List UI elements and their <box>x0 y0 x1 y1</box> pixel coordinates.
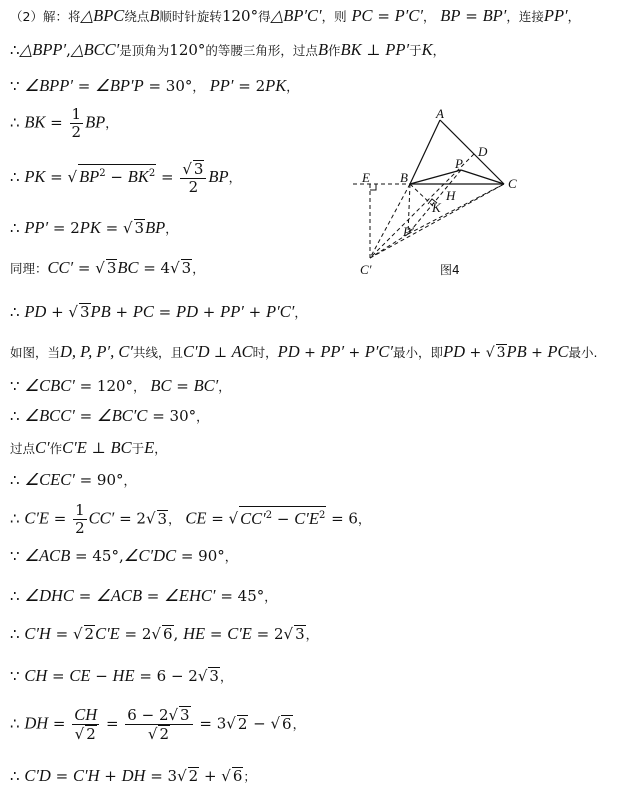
label-c: C <box>508 176 517 191</box>
solution-line-9: 如图，当D, P, P′, C′共线，且C′D ⊥ AC时，PD + PP′ + P′C′最小，即PD + √ 3PB + PC最小. <box>10 342 598 361</box>
label-k: K <box>432 200 441 215</box>
solution-line-10: ∵ ∠CBC′ = 120°， BC = BC′， <box>10 376 231 395</box>
solution-line-7: 同理：CC′ = √ 3BC = 4√ 3， <box>10 258 205 277</box>
label-p: P <box>455 156 463 171</box>
figure-caption: 图4 <box>440 263 460 277</box>
segment-p-prime-c <box>408 184 504 234</box>
label-c-prime: C′ <box>360 262 372 277</box>
solution-line-16: ∴ ∠DHC = ∠ACB = ∠EHC′ = 45°， <box>10 586 277 605</box>
solution-line-8: ∴ PD + √ 3PB + PC = PD + PP′ + P′C′， <box>10 302 307 321</box>
solution-line-12: 过点C′作C′E ⊥ BC于E， <box>10 438 167 457</box>
solution-line-14: ∴ C′E = $\frac{1}{2}$ CC′ = 2√ 3， CE = √ $CC'^2 - C'E^2 = 6$， <box>10 501 371 537</box>
solution-line-2: ∴△BPP′,△BCC′是顶角为120°的等腰三角形，过点B作BK ⊥ PP′于K， <box>10 40 446 59</box>
label-p-prime: P′ <box>403 224 414 239</box>
label-e: E <box>362 170 370 185</box>
solution-line-11: ∴ ∠BCC′ = ∠BC′C = 30°， <box>10 406 209 425</box>
segment-ac <box>440 120 504 184</box>
solution-line-20: ∴ C′D = C′H + DH = 3√ 2 + √ 6； <box>10 766 256 785</box>
segment-ab <box>410 120 440 184</box>
solution-line-5: ∴ PK = √ $BP^2 - BK^2$ = $\frac{√ 3}{2}$ BP， <box>10 160 242 196</box>
solution-line-19: ∴ DH = $\frac{CH}{√ 2}$ = $\frac{6 - 2√ 3}{√ 2}$ = 3√ 2 − √ 6， <box>10 705 306 743</box>
solution-line-6: ∴ PP′ = 2PK = √ 3BP， <box>10 218 178 237</box>
geometry-figure-4 <box>348 108 538 288</box>
label-d: D <box>478 144 488 159</box>
label-h: H <box>446 188 456 203</box>
label-b: B <box>400 170 408 185</box>
right-angle-mark-e <box>370 184 376 190</box>
solution-line-3: ∵ ∠BPP′ = ∠BP′P = 30°， PP′ = 2PK， <box>10 76 299 95</box>
solution-line-1: （2）解：将△BPC绕点B顺时针旋转120°得△BP′C′，则 PC = P′C′， BP = BP′，连接PP′， <box>10 6 581 25</box>
solution-line-13: ∴ ∠CEC′ = 90°， <box>10 470 137 489</box>
solution-line-4: ∴ BK = $\frac{1}{2}$ BP， <box>10 105 118 141</box>
segment-bp <box>410 170 461 184</box>
label-a: A <box>436 108 444 121</box>
solution-line-18: ∵ CH = CE − HE = 6 − 2√ 3， <box>10 666 233 685</box>
solution-line-15: ∵ ∠ACB = 45°,∠C′DC = 90°， <box>10 546 238 565</box>
solution-line-17: ∴ C′H = √ 2C′E = 2√ 6, HE = C′E = 2√ 3， <box>10 624 319 643</box>
